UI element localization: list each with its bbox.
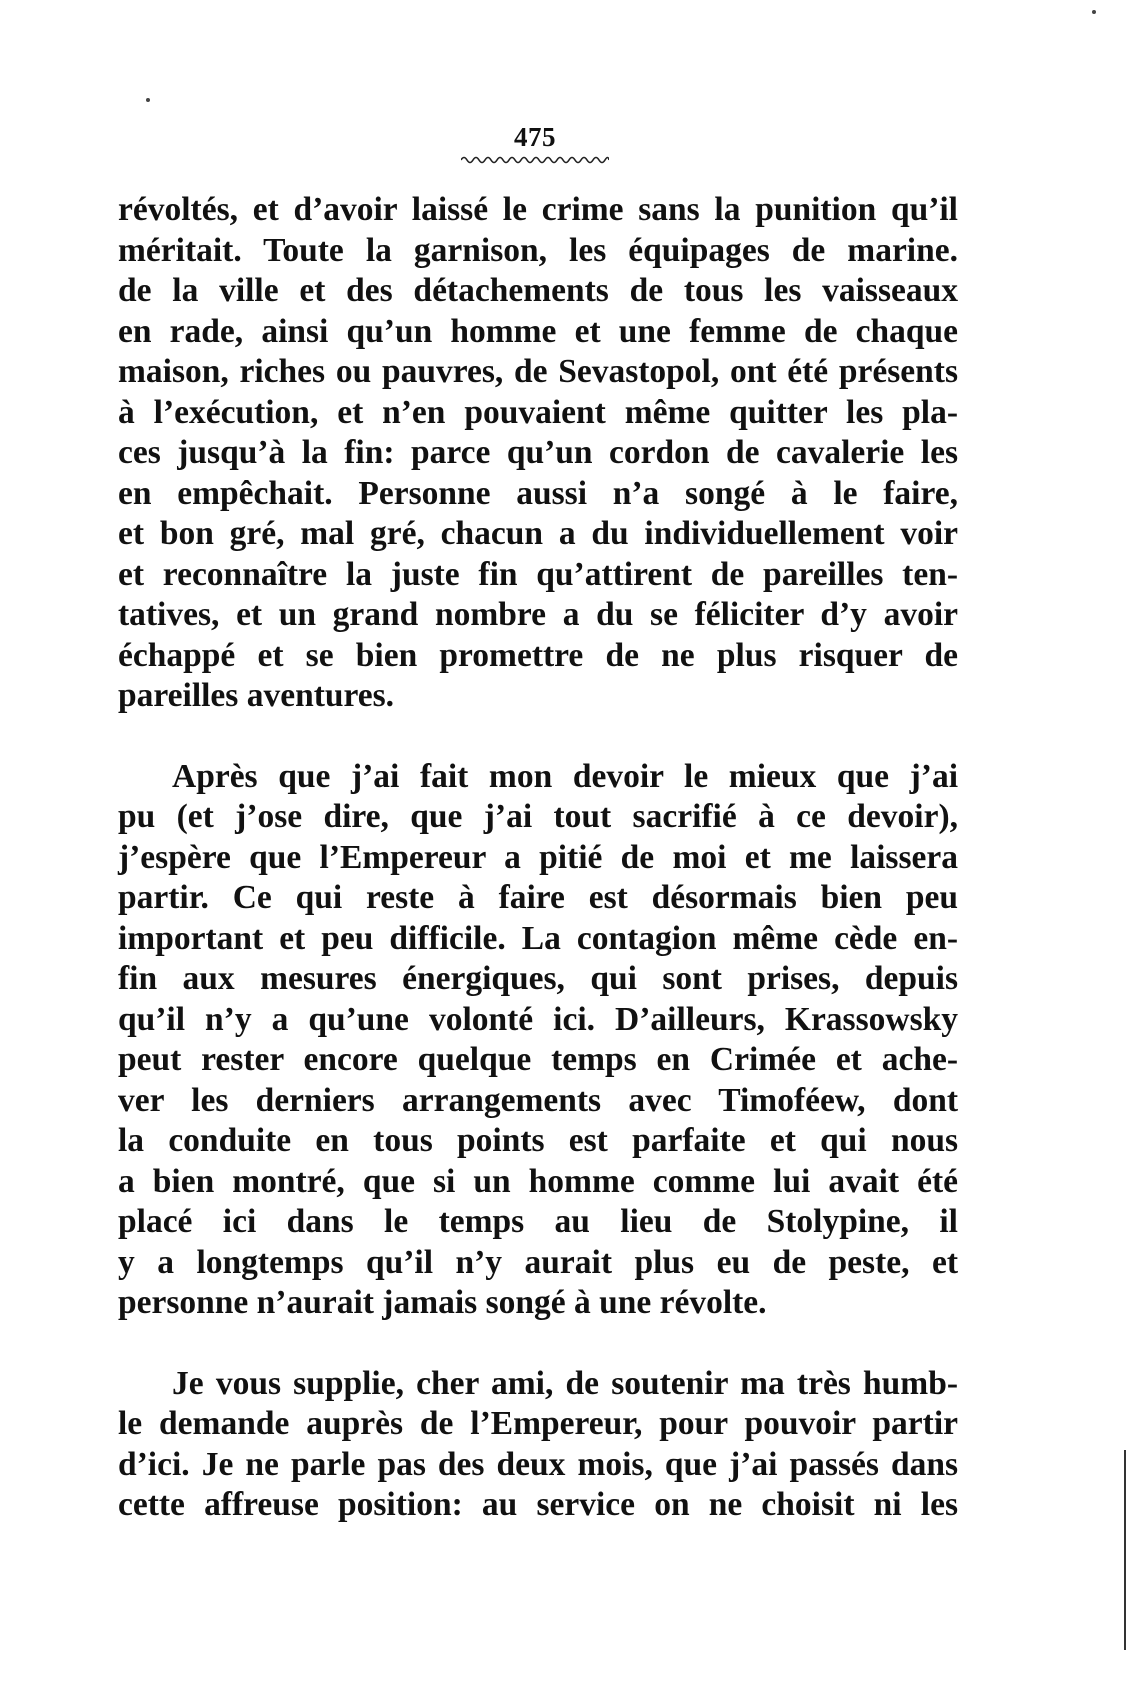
text-line: partir. Ce qui reste à faire est désormais bien peu (118, 879, 958, 916)
text-line: Je vous supplie, cher ami, de soutenir ma très humb- (172, 1364, 958, 1402)
speck (146, 98, 150, 102)
text-line: révoltés, et d’avoir laissé le crime sans la punition qu’il (118, 191, 958, 228)
text-line: en rade, ainsi qu’un homme et une femme de chaque (118, 312, 958, 350)
page-number: 475 (514, 122, 556, 152)
text-line: pu (et j’ose dire, que j’ai tout sacrifié à ce devoir), (118, 798, 958, 835)
text-line: ces jusqu’à la fin: parce qu’un cordon de cavalerie les (118, 434, 958, 471)
text-line: de la ville et des détachements de tous les vaisseaux (118, 272, 958, 309)
text-line: pareilles aventures. (118, 677, 395, 714)
paragraph-gap (118, 1324, 958, 1364)
paragraph (118, 190, 958, 717)
text-line: a bien montré, que si un homme comme lui avait été (118, 1162, 958, 1200)
paragraph (118, 1364, 958, 1526)
text-line: échappé et se bien promettre de ne plus risquer de (118, 636, 958, 674)
paragraph (118, 757, 958, 1324)
text-line: méritait. Toute la garnison, les équipages de marine. (118, 231, 958, 269)
text-line: en empêchait. Personne aussi n’a songé à le faire, (118, 474, 958, 512)
text-line: Après que j’ai fait mon devoir le mieux que j’ai (172, 757, 958, 795)
text-line: j’espère que l’Empereur a pitié de moi et me laissera (118, 838, 958, 876)
text-line: et bon gré, mal gré, chacun a du individuellement voir (118, 515, 958, 552)
text-line: cette affreuse position: au service on ne choisit ni les (118, 1486, 958, 1523)
text-line: maison, riches ou pauvres, de Sevastopol, ont été présents (118, 353, 958, 390)
page-header (460, 122, 610, 165)
text-line: y a longtemps qu’il n’y aurait plus eu de peste, et (118, 1243, 958, 1281)
text-line: d’ici. Je ne parle pas des deux mois, que j’ai passés dans (118, 1445, 958, 1483)
text-line: important et peu difficile. La contagion même cède en- (118, 919, 958, 957)
text-line: ver les derniers arrangements avec Timoféew, dont (118, 1081, 958, 1119)
text-line: fin aux mesures énergiques, qui sont prises, depuis (118, 960, 958, 997)
text-line: qu’il n’y a qu’une volonté ici. D’ailleurs, Krassowsky (118, 1000, 958, 1038)
paragraph-gap (118, 717, 958, 757)
text-line: le demande auprès de l’Empereur, pour pouvoir partir (118, 1405, 958, 1442)
text-line: la conduite en tous points est parfaite et qui nous (118, 1122, 958, 1159)
margin-rule (1124, 1450, 1126, 1650)
wavy-rule-ornament (461, 155, 609, 165)
text-line: placé ici dans le temps au lieu de Stolypine, il (118, 1203, 958, 1240)
body-text (118, 190, 958, 1526)
speck (1092, 10, 1096, 14)
text-line: à l’exécution, et n’en pouvaient même quitter les pla- (118, 393, 958, 431)
text-line: tatives, et un grand nombre a du se féliciter d’y avoir (118, 596, 958, 633)
text-line: personne n’aurait jamais songé à une révolte. (118, 1284, 767, 1321)
text-line: peut rester encore quelque temps en Crimée et ache- (118, 1041, 958, 1078)
text-line: et reconnaître la juste fin qu’attirent de pareilles ten- (118, 555, 958, 593)
